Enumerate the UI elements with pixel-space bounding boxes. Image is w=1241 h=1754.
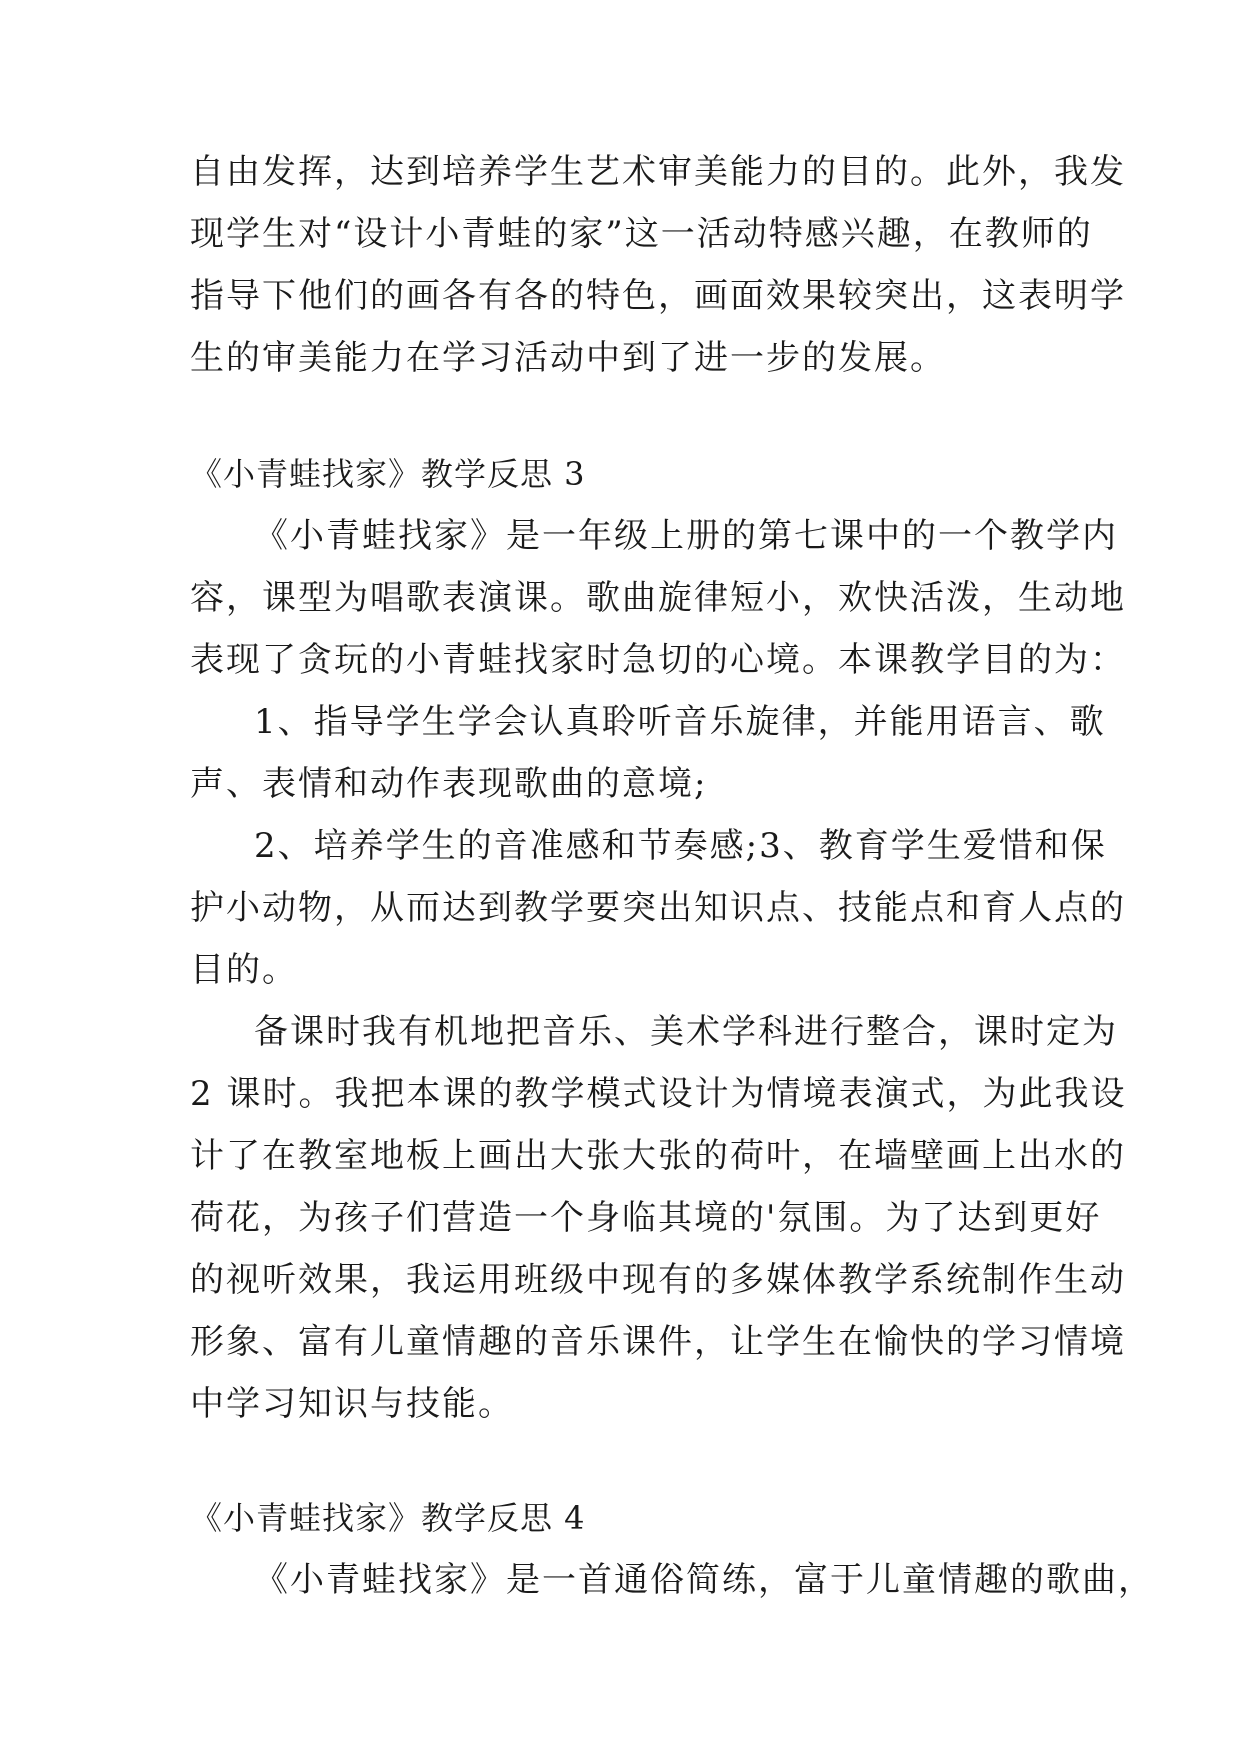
paragraph-line: 2 课时。我把本课的教学模式设计为情境表演式，为此我设 bbox=[190, 1074, 1127, 1114]
paragraph-line: 自由发挥，达到培养学生艺术审美能力的目的。此外，我发 bbox=[190, 152, 1126, 192]
section-heading: 《小青蛙找家》教学反思 4 bbox=[190, 1499, 586, 1537]
paragraph-line: 计了在教室地板上画出大张大张的荷叶，在墙壁画上出水的 bbox=[190, 1136, 1126, 1176]
section-heading: 《小青蛙找家》教学反思 3 bbox=[190, 455, 586, 493]
paragraph-line: 荷花，为孩子们营造一个身临其境的'氛围。为了达到更好 bbox=[190, 1198, 1102, 1238]
paragraph-line: 护小动物，从而达到教学要突出知识点、技能点和育人点的 bbox=[190, 888, 1126, 928]
paragraph-line: 备课时我有机地把音乐、美术学科进行整合，课时定为 bbox=[254, 1012, 1118, 1052]
paragraph-line: 生的审美能力在学习活动中到了进一步的发展。 bbox=[190, 338, 946, 378]
paragraph-line: 目的。 bbox=[190, 950, 298, 990]
paragraph-line: 指导下他们的画各有各的特色，画面效果较突出，这表明学 bbox=[190, 276, 1126, 316]
paragraph-line: 表现了贪玩的小青蛙找家时急切的心境。本课教学目的为： bbox=[190, 640, 1126, 680]
paragraph-line: 形象、富有儿童情趣的音乐课件，让学生在愉快的学习情境 bbox=[190, 1322, 1126, 1362]
paragraph-line: 中学习知识与技能。 bbox=[190, 1384, 514, 1424]
paragraph-line: 1、指导学生学会认真聆听音乐旋律，并能用语言、歌 bbox=[254, 702, 1106, 742]
paragraph-line: 2、培养学生的音准感和节奏感;3、教育学生爱惜和保 bbox=[254, 826, 1107, 866]
paragraph-line: 声、表情和动作表现歌曲的意境; bbox=[190, 764, 708, 804]
paragraph-line: 容，课型为唱歌表演课。歌曲旋律短小，欢快活泼，生动地 bbox=[190, 578, 1126, 618]
paragraph-line: 《小青蛙找家》是一年级上册的第七课中的一个教学内 bbox=[254, 516, 1118, 556]
paragraph-line: 现学生对“设计小青蛙的家”这一活动特感兴趣，在教师的 bbox=[190, 214, 1093, 254]
paragraph-line: 的视听效果，我运用班级中现有的多媒体教学系统制作生动 bbox=[190, 1260, 1126, 1300]
paragraph-line: 《小青蛙找家》是一首通俗简练，富于儿童情趣的歌曲， bbox=[254, 1560, 1154, 1600]
